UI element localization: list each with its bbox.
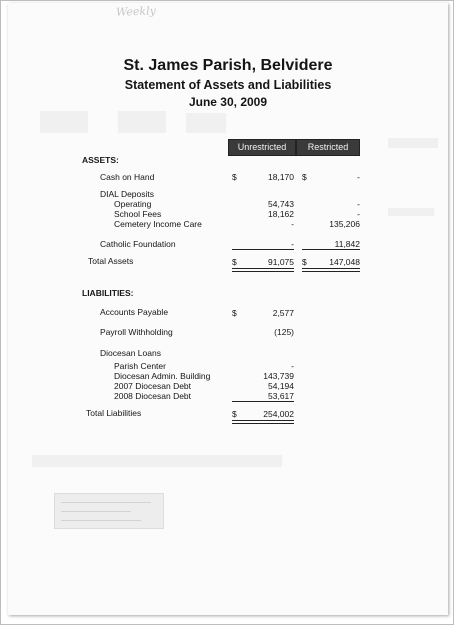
faded-stamp [54, 493, 164, 529]
admin-building-label: Diocesan Admin. Building [114, 371, 211, 381]
bleed-through-block [186, 113, 226, 133]
debt-2008-label: 2008 Diocesan Debt [114, 391, 192, 401]
liabilities-subtotal-rule [232, 401, 294, 402]
document-title: St. James Parish, Belvidere [123, 57, 333, 74]
school-fees-label: School Fees [114, 209, 162, 219]
total-liabilities-double-rule [232, 420, 294, 424]
operating-unrestricted: 54,743 [268, 199, 294, 209]
cash-on-hand-unrestricted: 18,170 [268, 172, 294, 182]
bleed-through-block [32, 455, 282, 467]
catholic-foundation-label: Catholic Foundation [100, 239, 176, 249]
total-liabilities-label: Total Liabilities [86, 408, 142, 418]
school-fees-unrestricted: 18,162 [268, 209, 294, 219]
handwritten-note: Weekly [115, 4, 157, 19]
accounts-payable-label: Accounts Payable [100, 307, 169, 317]
liabilities-heading: LIABILITIES: [82, 288, 134, 298]
dial-deposits-label: DIAL Deposits [100, 189, 155, 199]
bleed-through-block [40, 111, 88, 133]
accounts-payable-currency: $ [232, 308, 237, 318]
cash-on-hand-label: Cash on Hand [100, 172, 155, 182]
debt-2007-label: 2007 Diocesan Debt [114, 381, 192, 391]
payroll-withholding-unrestricted: (125) [274, 327, 294, 337]
cash-on-hand-currency-u: $ [232, 172, 237, 182]
cemetery-unrestricted: - [291, 219, 294, 229]
school-fees-restricted: - [357, 209, 360, 219]
diocesan-loans-label: Diocesan Loans [100, 348, 161, 358]
total-liabilities-unrestricted: 254,002 [263, 409, 294, 419]
stamp-line [61, 520, 141, 521]
admin-building-unrestricted: 143,739 [263, 371, 294, 381]
operating-label: Operating [114, 199, 152, 209]
payroll-withholding-label: Payroll Withholding [100, 327, 173, 337]
bleed-through-block [118, 111, 166, 133]
total-assets-currency-u: $ [232, 257, 237, 267]
document-subtitle: Statement of Assets and Liabilities [124, 78, 332, 92]
debt-2008-unrestricted: 53,617 [268, 391, 294, 401]
assets-heading: ASSETS: [82, 155, 119, 165]
parish-center-unrestricted: - [291, 361, 294, 371]
total-assets-currency-r: $ [302, 257, 307, 267]
total-assets-double-rule-u [232, 268, 294, 272]
total-assets-label: Total Assets [88, 256, 134, 266]
column-header-restricted: Restricted [296, 139, 360, 156]
operating-restricted: - [357, 199, 360, 209]
bleed-through-block [388, 208, 434, 216]
debt-2007-unrestricted: 54,194 [268, 381, 294, 391]
document-page [8, 3, 448, 615]
cemetery-label: Cemetery Income Care [114, 219, 202, 229]
total-assets-restricted: 147,048 [329, 257, 360, 267]
stamp-line [61, 511, 131, 512]
statement-date: June 30, 2009 [188, 95, 268, 109]
column-header-unrestricted: Unrestricted [228, 139, 296, 156]
bleed-through-block [388, 138, 438, 148]
total-liabilities-currency: $ [232, 409, 237, 419]
catholic-foundation-unrestricted: - [291, 239, 294, 249]
cash-on-hand-currency-r: $ [302, 172, 307, 182]
cemetery-restricted: 135,206 [329, 219, 360, 229]
parish-center-label: Parish Center [114, 361, 166, 371]
catholic-foundation-restricted: 11,842 [334, 239, 360, 249]
accounts-payable-unrestricted: 2,577 [272, 308, 294, 318]
total-assets-unrestricted: 91,075 [268, 257, 294, 267]
assets-subtotal-rule-r [302, 249, 360, 250]
stamp-line [61, 502, 151, 503]
total-assets-double-rule-r [302, 268, 360, 272]
cash-on-hand-restricted: - [357, 172, 360, 182]
assets-subtotal-rule-u [232, 249, 294, 250]
